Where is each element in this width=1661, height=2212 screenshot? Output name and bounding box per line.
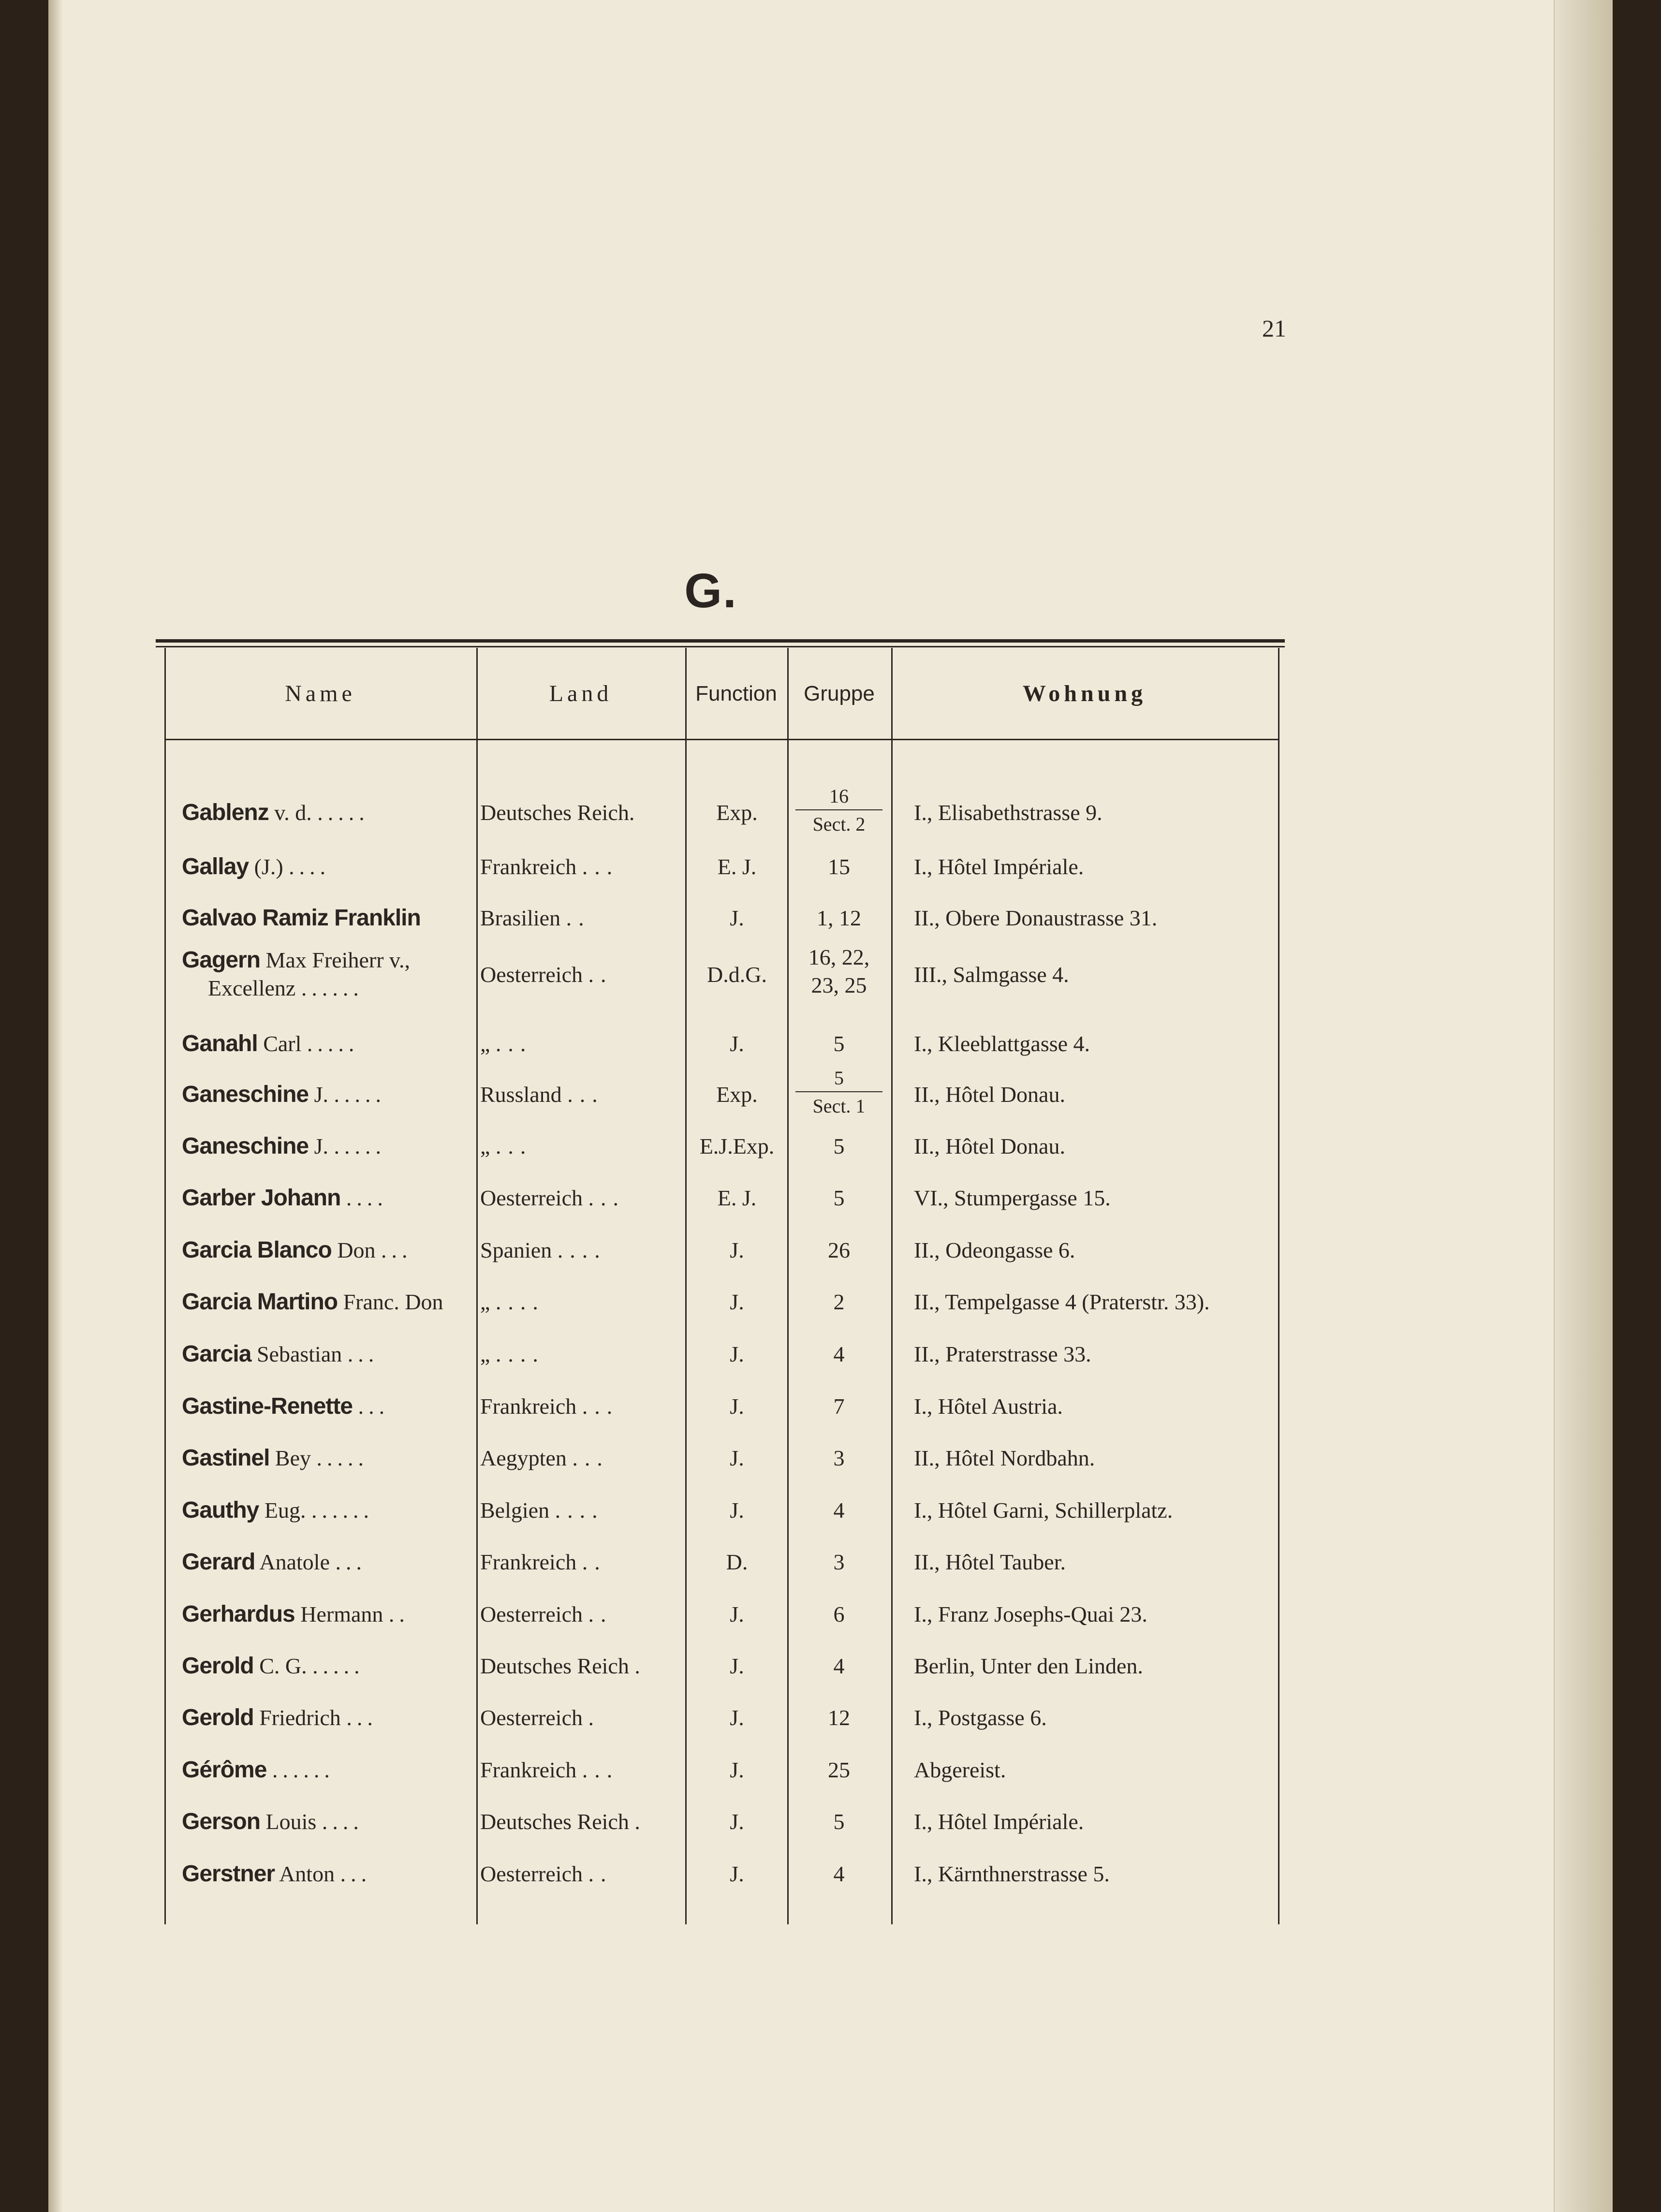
leader-dots: ... xyxy=(335,1550,367,1574)
land-text: Deutsches Reich xyxy=(480,1809,629,1834)
land-cell xyxy=(480,1392,683,1421)
function-cell xyxy=(687,1392,787,1421)
land-text: Deutsches Reich xyxy=(480,1654,629,1678)
column-line-gruppe-wohnung xyxy=(891,648,893,1924)
name-cell xyxy=(182,1235,472,1265)
wohnung-cell xyxy=(914,1859,1286,1889)
function-text: E. J. xyxy=(717,854,757,879)
land-cell xyxy=(480,852,683,882)
header-gruppe: Gruppe xyxy=(804,682,875,705)
gruppe-text: 26 xyxy=(828,1238,850,1262)
given-name: (J.) xyxy=(254,854,283,879)
leader-dots: ... xyxy=(358,1394,390,1419)
gruppe-text: 25 xyxy=(828,1758,850,1782)
name-cell xyxy=(182,1651,472,1681)
wohnung-cell xyxy=(914,1080,1286,1110)
leader-dots: ... xyxy=(346,1705,378,1730)
wohnung-text: I., Hôtel Garni, Schillerplatz. xyxy=(914,1498,1173,1523)
gruppe-cell xyxy=(788,1859,890,1889)
leader-dots: .. xyxy=(566,906,591,930)
gruppe-text: 4 xyxy=(833,1861,845,1886)
wohnung-text: I., Franz Josephs-Quai 23. xyxy=(914,1602,1147,1626)
function-cell xyxy=(687,1495,787,1525)
given-name: Max Freiherr v., xyxy=(265,948,411,972)
name-cell xyxy=(182,1080,472,1110)
land-text: Frankreich xyxy=(480,1394,577,1419)
name-cell xyxy=(182,1859,472,1889)
leader-dots: ... xyxy=(495,1134,533,1158)
land-text: Belgien xyxy=(480,1498,550,1523)
gruppe-text: 1, 12 xyxy=(817,906,861,930)
surname: Gagern xyxy=(182,947,261,973)
name-cell xyxy=(182,1131,472,1161)
function-text: E. J. xyxy=(717,1186,757,1210)
function-text: J. xyxy=(730,1705,744,1730)
wohnung-cell xyxy=(914,960,1286,990)
table-top-rule xyxy=(156,639,1285,643)
gruppe-text: 4 xyxy=(833,1654,845,1678)
leader-dots: .... xyxy=(289,854,331,879)
function-text: Exp. xyxy=(716,1082,758,1107)
column-line-name-land xyxy=(476,648,478,1924)
name-cell xyxy=(182,945,472,975)
gruppe-text: 12 xyxy=(828,1705,850,1730)
leader-dots: ... xyxy=(588,1186,625,1210)
leader-dots: ...... xyxy=(301,976,364,1000)
surname: Garcia Blanco xyxy=(182,1237,332,1263)
gruppe-top: 5 xyxy=(834,1067,844,1089)
function-cell xyxy=(687,852,787,882)
wohnung-cell xyxy=(914,1443,1286,1473)
land-cell xyxy=(480,1651,683,1681)
land-cell xyxy=(480,903,683,933)
wohnung-cell xyxy=(914,1547,1286,1577)
function-text: J. xyxy=(730,1342,744,1366)
function-text: D.d.G. xyxy=(707,962,767,987)
gruppe-cell xyxy=(788,1443,890,1473)
land-cell xyxy=(480,1703,683,1733)
leader-dots: .. xyxy=(588,1861,613,1886)
gruppe-cell xyxy=(788,1547,890,1577)
leader-dots: .. xyxy=(388,1602,410,1626)
function-cell xyxy=(687,960,787,990)
gruppe-cell xyxy=(788,1339,890,1369)
gruppe-text: 3 xyxy=(833,1550,845,1574)
given-name: Anton xyxy=(279,1861,335,1886)
land-text: Russland xyxy=(480,1082,562,1107)
wohnung-text: Berlin, Unter den Linden. xyxy=(914,1654,1143,1678)
leader-dots: ..... xyxy=(316,1446,369,1470)
surname: Garcia xyxy=(182,1341,251,1367)
land-text: „ xyxy=(480,1289,490,1314)
land-cell xyxy=(480,798,683,828)
wohnung-text: II., Praterstrasse 33. xyxy=(914,1342,1091,1366)
wohnung-cell xyxy=(914,1029,1286,1059)
gruppe-cell-top xyxy=(788,1062,890,1093)
leader-dots: .... xyxy=(322,1809,364,1834)
name-cell xyxy=(182,1183,472,1213)
land-cell xyxy=(480,1029,683,1059)
gruppe-text: 15 xyxy=(828,854,850,879)
name-cell xyxy=(182,1547,472,1577)
gruppe-cell xyxy=(788,1235,890,1265)
gruppe-cell xyxy=(788,1287,890,1317)
surname: Gastinel xyxy=(182,1445,270,1471)
surname: Gastine-Renette xyxy=(182,1393,353,1419)
surname: Gauthy xyxy=(182,1497,259,1523)
surname: Gerhardus xyxy=(182,1601,295,1627)
gruppe-top: 16 xyxy=(829,785,849,807)
land-text: „ xyxy=(480,1342,490,1366)
wohnung-text: I., Hôtel Impériale. xyxy=(914,1809,1084,1834)
surname: Garcia Martino xyxy=(182,1289,338,1315)
given-name: C. G. xyxy=(259,1654,307,1678)
surname: Gerson xyxy=(182,1809,261,1834)
land-text: Deutsches Reich. xyxy=(480,800,635,825)
wohnung-cell xyxy=(914,903,1286,933)
land-cell xyxy=(480,1807,683,1837)
column-line-land-function xyxy=(685,648,687,1924)
land-text: Oesterreich xyxy=(480,1602,583,1626)
leader-dots: ... xyxy=(495,1031,533,1056)
function-text: J. xyxy=(730,1654,744,1678)
header-wohnung: Wohnung xyxy=(1022,681,1147,706)
leader-dots: ...... xyxy=(272,1758,335,1782)
wohnung-cell xyxy=(914,1392,1286,1421)
name-cell xyxy=(182,1029,472,1059)
wohnung-text: II., Hôtel Tauber. xyxy=(914,1550,1066,1574)
gruppe-text: 5 xyxy=(833,1031,845,1056)
given-name: Bey xyxy=(275,1446,311,1470)
wohnung-text: II., Hôtel Donau. xyxy=(914,1082,1065,1107)
gruppe-text: 6 xyxy=(833,1602,845,1626)
header-function: Function xyxy=(695,682,777,705)
land-text: Frankreich xyxy=(480,1550,577,1574)
surname: Garber Johann xyxy=(182,1185,341,1211)
wohnung-cell xyxy=(914,852,1286,882)
leader-dots: .... xyxy=(495,1342,545,1366)
gruppe-bottom: 23, 25 xyxy=(811,973,867,997)
land-text: Oesterreich xyxy=(480,1705,583,1730)
land-text: Oesterreich xyxy=(480,1861,583,1886)
name-cell xyxy=(182,1443,472,1473)
name-cell xyxy=(182,852,472,882)
wohnung-cell xyxy=(914,1339,1286,1369)
surname: Gerold xyxy=(182,1653,254,1679)
gruppe-cell xyxy=(788,1495,890,1525)
gruppe-cell xyxy=(788,1029,890,1059)
name-cell xyxy=(182,1392,472,1421)
wohnung-text: II., Hôtel Donau. xyxy=(914,1134,1065,1158)
page-number: 21 xyxy=(1262,315,1286,342)
land-cell xyxy=(480,1339,683,1369)
leader-dots: . xyxy=(588,1705,601,1730)
leader-dots: . xyxy=(634,1809,647,1834)
leader-dots: .... xyxy=(555,1498,604,1523)
gruppe-cell xyxy=(788,1183,890,1213)
function-cell xyxy=(687,1807,787,1837)
leader-dots: ... xyxy=(567,1082,604,1107)
leader-dots: ... xyxy=(381,1238,412,1262)
function-text: D. xyxy=(726,1550,748,1574)
wohnung-text: II., Tempelgasse 4 (Praterstr. 33). xyxy=(914,1289,1210,1314)
land-text: Aegypten xyxy=(480,1446,567,1470)
page-edge xyxy=(1554,0,1613,2212)
land-text: „ xyxy=(480,1134,490,1158)
column-line-right xyxy=(1278,648,1279,1924)
leader-dots: . xyxy=(634,1654,647,1678)
function-text: J. xyxy=(730,1861,744,1886)
leader-dots: .... xyxy=(557,1238,607,1262)
function-cell xyxy=(687,1599,787,1629)
wohnung-cell xyxy=(914,1703,1286,1733)
given-name: Carl xyxy=(263,1031,302,1056)
function-cell xyxy=(687,1339,787,1369)
gruppe-text: 2 xyxy=(833,1289,845,1314)
function-cell xyxy=(687,1703,787,1733)
wohnung-text: III., Salmgasse 4. xyxy=(914,962,1069,987)
given-name: J. xyxy=(314,1134,329,1158)
function-cell xyxy=(687,798,787,828)
gruppe-cell-top xyxy=(788,780,890,811)
wohnung-text: I., Elisabethstrasse 9. xyxy=(914,800,1102,825)
land-cell xyxy=(480,1183,683,1213)
function-cell xyxy=(687,903,787,933)
wohnung-text: I., Kärnthnerstrasse 5. xyxy=(914,1861,1110,1886)
name-cell xyxy=(182,1287,472,1317)
gruppe-cell-bottom xyxy=(788,970,890,1000)
wohnung-cell xyxy=(914,798,1286,828)
leader-dots: ..... xyxy=(312,1654,365,1678)
wohnung-text: II., Odeongasse 6. xyxy=(914,1238,1075,1262)
land-cell xyxy=(480,1131,683,1161)
wohnung-cell xyxy=(914,1755,1286,1785)
book-gutter xyxy=(48,0,63,2212)
wohnung-text: VI., Stumpergasse 15. xyxy=(914,1186,1111,1210)
header-separator-rule xyxy=(164,739,1279,740)
leader-dots: .. xyxy=(588,962,613,987)
function-text: J. xyxy=(730,1602,744,1626)
surname: Gablenz xyxy=(182,800,269,825)
name-cell xyxy=(182,798,472,828)
leader-dots: ...... xyxy=(311,1498,374,1523)
gruppe-bottom: Sect. 1 xyxy=(812,1095,866,1117)
wohnung-cell xyxy=(914,1807,1286,1837)
given-name: Franc. Don xyxy=(343,1289,443,1314)
name-cell xyxy=(182,1703,472,1733)
name-cell-continuation xyxy=(208,973,474,1003)
leader-dots: ... xyxy=(582,854,619,879)
wohnung-text: II., Hôtel Nordbahn. xyxy=(914,1446,1095,1470)
surname: Gerold xyxy=(182,1705,254,1730)
land-cell xyxy=(480,1599,683,1629)
wohnung-text: II., Obere Donaustrasse 31. xyxy=(914,906,1158,930)
gruppe-text: 5 xyxy=(833,1809,845,1834)
gruppe-bottom: Sect. 2 xyxy=(812,813,866,835)
land-text: Frankreich xyxy=(480,854,577,879)
given-name: Louis xyxy=(265,1809,317,1834)
function-text: J. xyxy=(730,1758,744,1782)
gruppe-cell xyxy=(788,1651,890,1681)
gruppe-text: 5 xyxy=(833,1186,845,1210)
name-cell xyxy=(182,1599,472,1629)
wohnung-text: I., Postgasse 6. xyxy=(914,1705,1047,1730)
leader-dots: ... xyxy=(347,1342,379,1366)
given-name: J. xyxy=(314,1082,329,1107)
land-cell xyxy=(480,1235,683,1265)
function-text: Exp. xyxy=(716,800,758,825)
gruppe-cell xyxy=(788,1755,890,1785)
given-name: Eug. xyxy=(264,1498,306,1523)
land-cell xyxy=(480,960,683,990)
surname: Galvao Ramiz Franklin xyxy=(182,905,421,931)
leader-dots: ... xyxy=(582,1394,619,1419)
function-text: J. xyxy=(730,1238,744,1262)
function-text: J. xyxy=(730,1031,744,1056)
land-text: Brasilien xyxy=(480,906,561,930)
function-cell xyxy=(687,1651,787,1681)
function-text: J. xyxy=(730,1809,744,1834)
given-name: v. d. xyxy=(274,800,312,825)
function-cell xyxy=(687,1287,787,1317)
leader-dots: ... xyxy=(340,1861,372,1886)
function-text: J. xyxy=(730,1289,744,1314)
wohnung-cell xyxy=(914,1651,1286,1681)
given-name-cont: Excellenz xyxy=(208,976,296,1000)
surname: Ganeschine xyxy=(182,1133,309,1159)
land-cell xyxy=(480,1859,683,1889)
land-cell xyxy=(480,1755,683,1785)
gruppe-text: 4 xyxy=(833,1498,845,1523)
function-cell xyxy=(687,1859,787,1889)
leader-dots: ..... xyxy=(334,1082,386,1107)
wohnung-text: Abgereist. xyxy=(914,1758,1006,1782)
land-cell xyxy=(480,1287,683,1317)
gruppe-text: 7 xyxy=(833,1394,845,1419)
function-text: J. xyxy=(730,906,744,930)
column-line-left xyxy=(164,648,166,1924)
land-text: Frankreich xyxy=(480,1758,577,1782)
surname: Gérôme xyxy=(182,1757,267,1783)
header-name: Name xyxy=(285,681,356,706)
header-land: Land xyxy=(549,681,613,706)
function-text: E.J.Exp. xyxy=(699,1134,775,1158)
wohnung-text: I., Hôtel Impériale. xyxy=(914,854,1084,879)
gruppe-cell xyxy=(788,852,890,882)
name-cell xyxy=(182,1807,472,1837)
surname: Ganeschine xyxy=(182,1082,309,1107)
function-cell xyxy=(687,1547,787,1577)
surname: Gallay xyxy=(182,854,249,879)
gruppe-text: 4 xyxy=(833,1342,845,1366)
gruppe-cell-bottom xyxy=(788,1090,890,1121)
land-text: Oesterreich xyxy=(480,962,583,987)
function-cell xyxy=(687,1131,787,1161)
given-name: Don xyxy=(337,1238,376,1262)
given-name: Anatole xyxy=(259,1550,330,1574)
gruppe-cell xyxy=(788,1599,890,1629)
wohnung-text: I., Kleeblattgasse 4. xyxy=(914,1031,1090,1056)
function-cell xyxy=(687,1443,787,1473)
function-text: J. xyxy=(730,1394,744,1419)
leader-dots: .... xyxy=(495,1289,545,1314)
wohnung-cell xyxy=(914,1235,1286,1265)
leader-dots: ... xyxy=(572,1446,609,1470)
gruppe-cell-top xyxy=(788,942,890,972)
function-cell xyxy=(687,1235,787,1265)
gruppe-cell xyxy=(788,1807,890,1837)
surname: Gerstner xyxy=(182,1861,275,1887)
land-cell xyxy=(480,1443,683,1473)
wohnung-cell xyxy=(914,1131,1286,1161)
name-cell xyxy=(182,1339,472,1369)
gruppe-cell xyxy=(788,903,890,933)
leader-dots: .... xyxy=(346,1186,388,1210)
land-cell xyxy=(480,1495,683,1525)
function-cell xyxy=(687,1183,787,1213)
gruppe-text: 5 xyxy=(833,1134,845,1158)
gruppe-cell xyxy=(788,1392,890,1421)
function-cell xyxy=(687,1080,787,1110)
name-cell xyxy=(182,1755,472,1785)
land-text: Spanien xyxy=(480,1238,552,1262)
given-name: Friedrich xyxy=(259,1705,341,1730)
given-name: Sebastian xyxy=(256,1342,342,1366)
name-cell xyxy=(182,1495,472,1525)
given-name: Hermann xyxy=(300,1602,383,1626)
function-cell xyxy=(687,1755,787,1785)
wohnung-cell xyxy=(914,1183,1286,1213)
land-cell xyxy=(480,1080,683,1110)
gruppe-cell xyxy=(788,1131,890,1161)
leader-dots: ..... xyxy=(307,1031,359,1056)
leader-dots: .. xyxy=(588,1602,613,1626)
leader-dots: ..... xyxy=(334,1134,386,1158)
wohnung-cell xyxy=(914,1599,1286,1629)
surname: Ganahl xyxy=(182,1031,258,1056)
gruppe-cell xyxy=(788,1703,890,1733)
gruppe-cell-bottom xyxy=(788,808,890,839)
leader-dots: ..... xyxy=(317,800,369,825)
table-top-rule-thin xyxy=(156,646,1285,647)
function-text: J. xyxy=(730,1446,744,1470)
gruppe-text: 3 xyxy=(833,1446,845,1470)
leader-dots: .. xyxy=(582,1550,607,1574)
surname: Gerard xyxy=(182,1549,255,1575)
wohnung-text: I., Hôtel Austria. xyxy=(914,1394,1063,1419)
column-line-function-gruppe xyxy=(787,648,789,1924)
leader-dots: ... xyxy=(582,1758,619,1782)
wohnung-cell xyxy=(914,1287,1286,1317)
function-cell xyxy=(687,1029,787,1059)
land-text: „ xyxy=(480,1031,490,1056)
land-cell xyxy=(480,1547,683,1577)
gruppe-top: 16, 22, xyxy=(808,945,870,969)
function-text: J. xyxy=(730,1498,744,1523)
wohnung-cell xyxy=(914,1495,1286,1525)
land-text: Oesterreich xyxy=(480,1186,583,1210)
name-cell xyxy=(182,903,472,933)
section-letter-heading: G. xyxy=(684,564,737,618)
